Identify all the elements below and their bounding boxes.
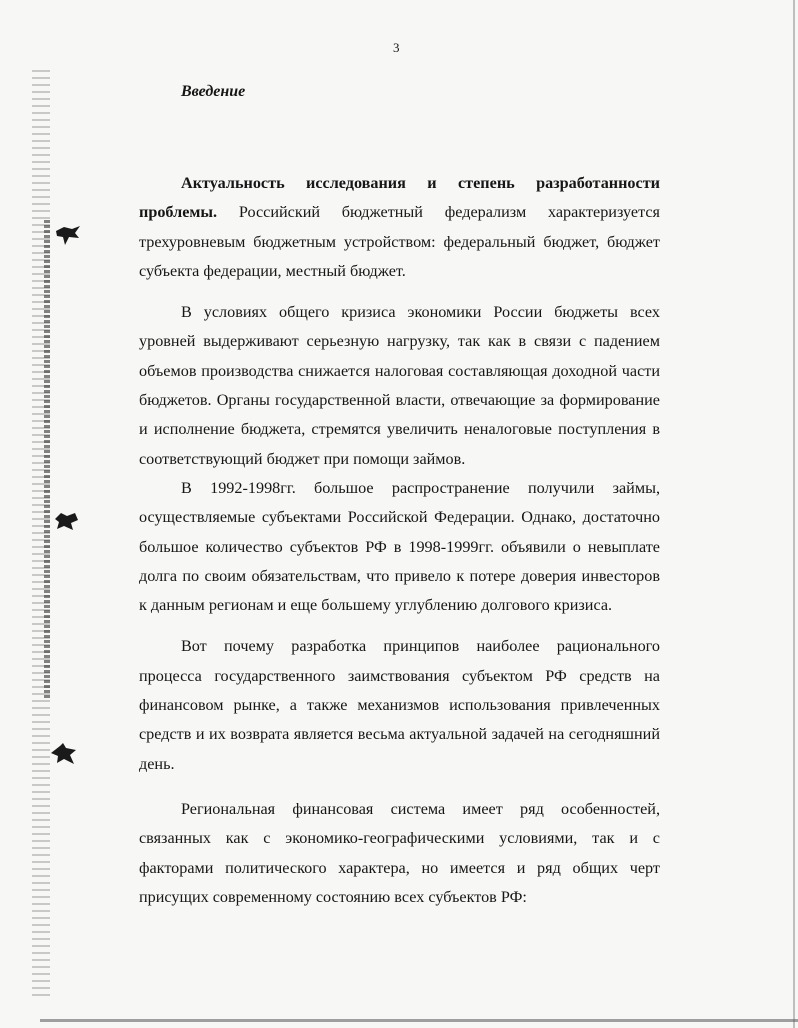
punch-hole-mark-icon [50, 742, 78, 766]
paragraph: В 1992-1998гг. большое распространение получили займы, осуществляемые субъектами Российской Федерации. Однако, достаточно большое количество субъектов РФ в 1998-1999гг. объявили о невыплате долга по своим обязательствам, что привело к потере доверия инвесторов к данным регионам и еще большему углублению долгового кризиса. [139, 478, 660, 615]
punch-hole-mark-icon [53, 510, 79, 532]
paragraph-text: Российский бюджетный федерализм характеризуется трехуровневым бюджетным устройством: федеральный бюджет, бюджет субъекта федерации, местный бюджет. [139, 203, 660, 280]
paragraph: Вот почему разработка принципов наиболее рационального процесса государственного заимствования субъектом РФ средств на финансовом рынке, а также механизмов использования привлеченных средств и их возврата является весьма актуальной задачей на сегодняшний день. [139, 637, 660, 773]
scan-binding-stripes [44, 220, 50, 700]
page-number: 3 [393, 40, 400, 55]
body-text [139, 169, 660, 912]
paragraph: В условиях общего кризиса экономики России бюджеты всех уровней выдерживают серьезную нагрузку, так как в связи с падением объемов производства снижается налоговая составляющая доходной части бюджетов. Органы государственной власти, отвечающие за формирование и исполнение бюджета, стремятся увеличить неналоговые поступления в соответствующий бюджет при помощи займов. [139, 303, 660, 468]
scan-edge-line-bottom [40, 1019, 798, 1022]
paragraph: Региональная финансовая система имеет ряд особенностей, связанных как с экономико-географическими условиями, так и с факторами политического характера, но имеется и ряд общих черт присущих современному состоянию всех субъектов РФ: [139, 799, 660, 906]
paragraph [139, 169, 660, 286]
scan-edge-line-right [793, 0, 795, 1028]
section-heading: Введение [181, 83, 246, 100]
paragraph-bold-lead: Актуальность исследования и степень разработанности проблемы. [139, 174, 660, 222]
punch-hole-mark-icon [55, 225, 81, 247]
